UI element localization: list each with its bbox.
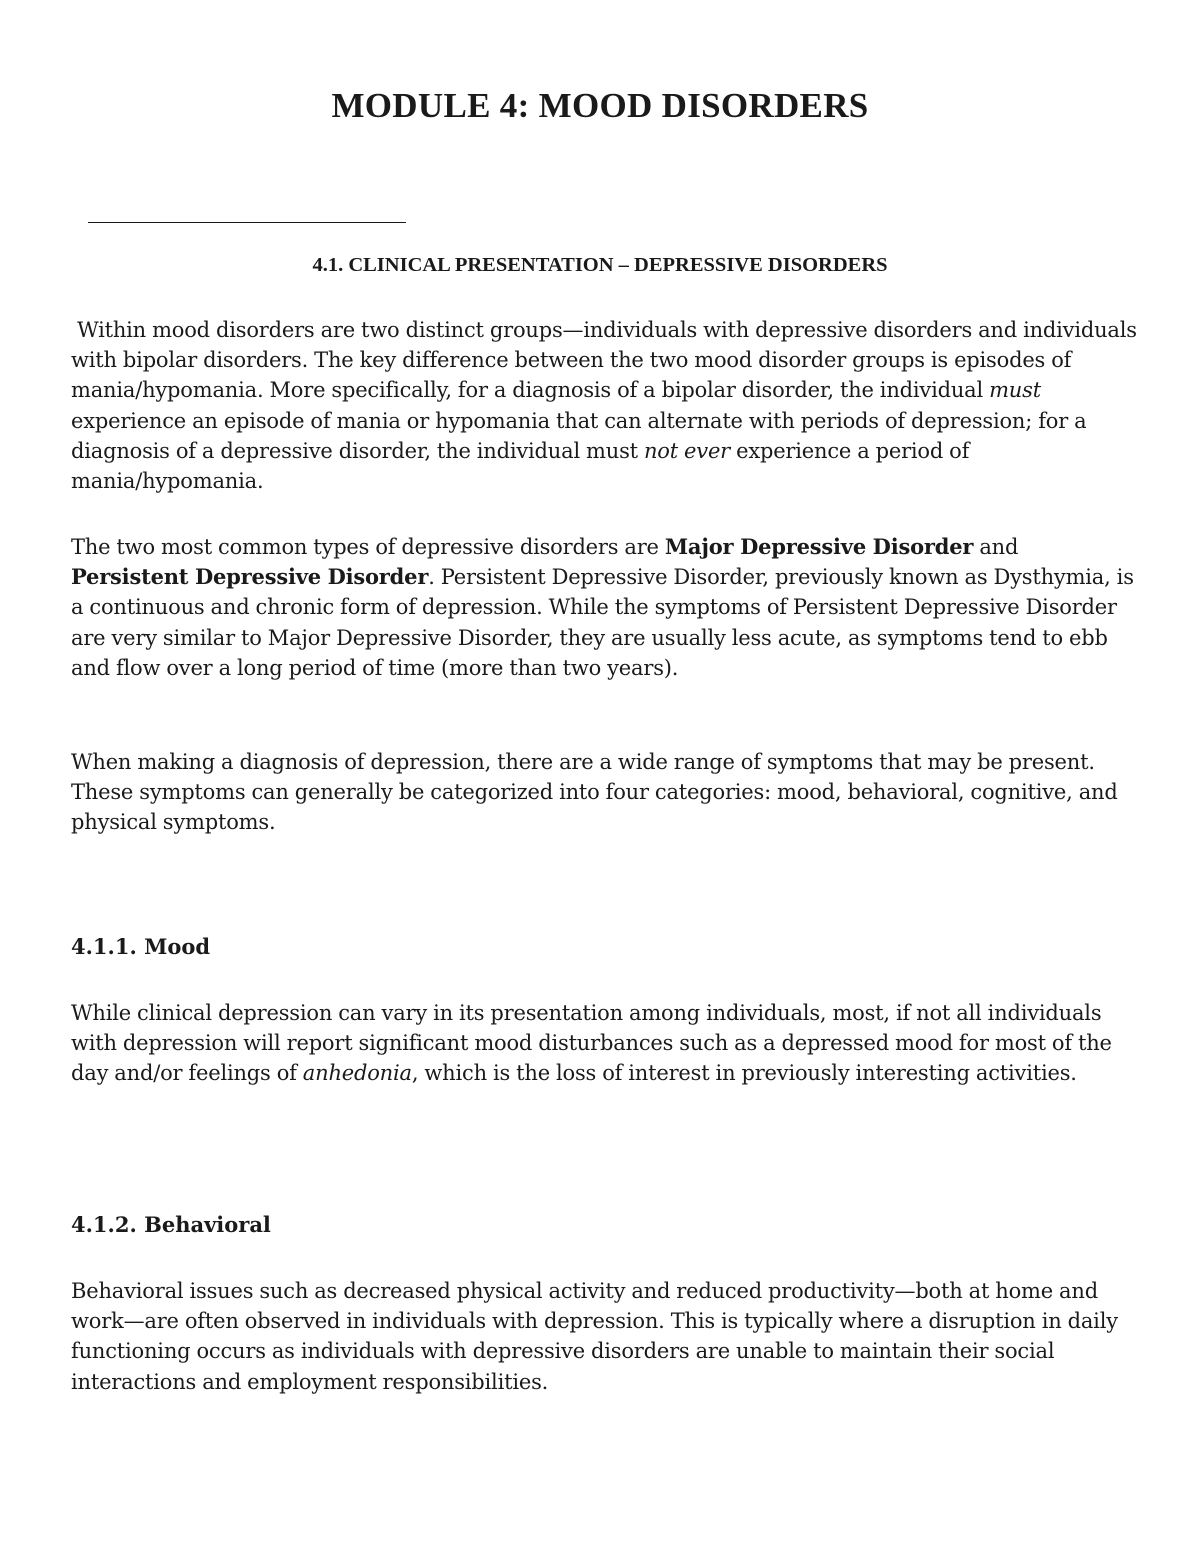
text-run: experience a period of mania/hypomania. — [71, 438, 970, 494]
paragraph-behavioral: Behavioral issues such as decreased physical activity and reduced productivity—both at home and work—are often observed in individuals with depression. This is typically where a disruption in daily functioning occurs as individuals with depressive disorders are unable to maintain their social interactions and employment responsibilities. — [71, 1279, 1118, 1394]
paragraph-symptom-categories: When making a diagnosis of depression, there are a wide range of symptoms that may be present. These symptoms can generally be categorized into four categories: mood, behavioral, cognitive, and physical symptoms. — [71, 750, 1118, 835]
text-run: , which is the loss of interest in previously interesting activities. — [411, 1061, 1077, 1086]
emphasis-anhedonia: anhedonia — [302, 1061, 412, 1086]
text-run: and — [973, 535, 1019, 559]
divider-rule — [88, 222, 406, 223]
term-major-depressive-disorder: Major Depressive Disorder — [664, 534, 974, 559]
term-persistent-depressive-disorder: Persistent Depressive Disorder — [71, 564, 429, 590]
paragraph-mood — [71, 998, 1141, 1089]
paragraph-depressive-disorder-types — [71, 532, 1141, 683]
text-run: Within mood disorders are two distinct groups—individuals with depressive disorders and individuals with bipolar disorders. The key difference between the two mood disorder groups is episodes of mania/hypomania. More specifically, for a diagnosis of a bipolar disorder, the individual — [71, 318, 1137, 403]
text-run: While clinical depression can vary in its presentation among individuals, most, if not all individuals with depression will report significant mood disturbances such as a depressed mood for most of the day and/or feelings of — [71, 1001, 1112, 1086]
section-heading: 4.1. CLINICAL PRESENTATION – DEPRESSIVE DISORDERS — [312, 254, 888, 276]
text-run: The two most common types of depressive disorders are — [71, 535, 665, 559]
subheading-mood: 4.1.1. Mood — [71, 934, 211, 959]
document-title: MODULE 4: MOOD DISORDERS — [331, 86, 869, 125]
text-run: experience an episode of mania or hypomania that can alternate with periods of depression; for a diagnosis of a depressive disorder, the individual must — [71, 408, 1087, 463]
emphasis-not-ever: not ever — [643, 438, 731, 463]
subheading-behavioral: 4.1.2. Behavioral — [71, 1212, 271, 1237]
text-run: . Persistent Depressive Disorder, previously known as Dysthymia, is a continuous and chronic form of depression. While the symptoms of Persistent Depressive Disorder are very similar to Major Depressive Disorder, they are usually less acute, as symptoms tend to ebb and flow over a long period of time (more than two years). — [71, 565, 1134, 680]
emphasis-must: must — [989, 378, 1041, 403]
paragraph-mood-disorder-groups — [71, 315, 1141, 496]
